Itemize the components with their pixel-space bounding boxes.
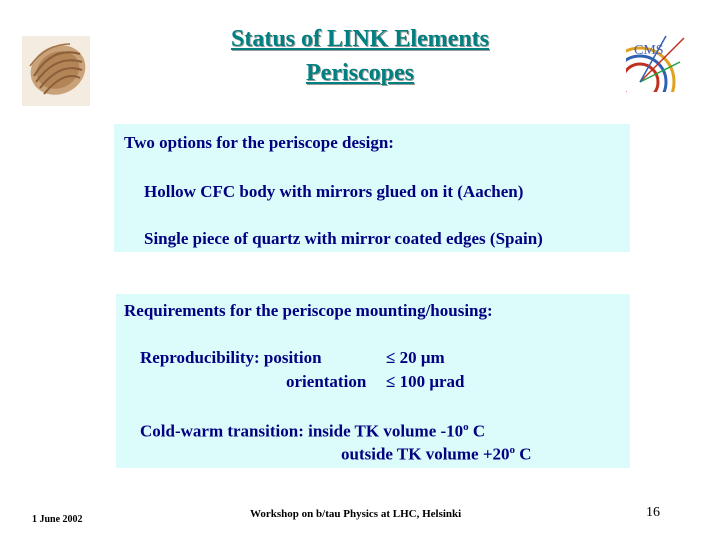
coldwarm-inside bbox=[140, 421, 485, 442]
reproducibility-label: Reproducibility: position bbox=[140, 348, 322, 367]
options-heading: Two options for the periscope design: bbox=[124, 133, 394, 152]
slide-subtitle: Periscopes bbox=[306, 60, 414, 86]
coldwarm-outside bbox=[341, 444, 532, 465]
orientation-value: ≤ 100 μrad bbox=[386, 372, 465, 391]
cms-logo-icon bbox=[626, 32, 686, 92]
degree-mark: o bbox=[463, 421, 469, 433]
footer-workshop: Workshop on b/tau Physics at LHC, Helsinki bbox=[250, 508, 462, 520]
page-number: 16 bbox=[646, 505, 660, 520]
svg-text:CMS: CMS bbox=[634, 43, 664, 58]
coldwarm-inside-text: Cold-warm transition: inside TK volume -10 bbox=[140, 421, 464, 441]
footer-date: 1 June 2002 bbox=[32, 514, 83, 525]
orientation-label: orientation bbox=[286, 372, 367, 391]
coldwarm-outside-text: outside TK volume +20 bbox=[341, 444, 510, 464]
coldwarm-inside-unit: C bbox=[468, 421, 486, 441]
option-quartz: Single piece of quartz with mirror coated edges (Spain) bbox=[144, 229, 543, 248]
fossil-emblem-icon bbox=[22, 36, 90, 106]
coldwarm-outside-unit: C bbox=[515, 444, 532, 464]
option-hollow-cfc: Hollow CFC body with mirrors glued on it (Aachen) bbox=[144, 182, 524, 201]
requirements-heading: Requirements for the periscope mounting/housing: bbox=[124, 301, 493, 320]
degree-mark: o bbox=[509, 444, 516, 456]
slide-title: Status of LINK Elements bbox=[230, 26, 489, 52]
position-value: ≤ 20 μm bbox=[386, 348, 445, 367]
